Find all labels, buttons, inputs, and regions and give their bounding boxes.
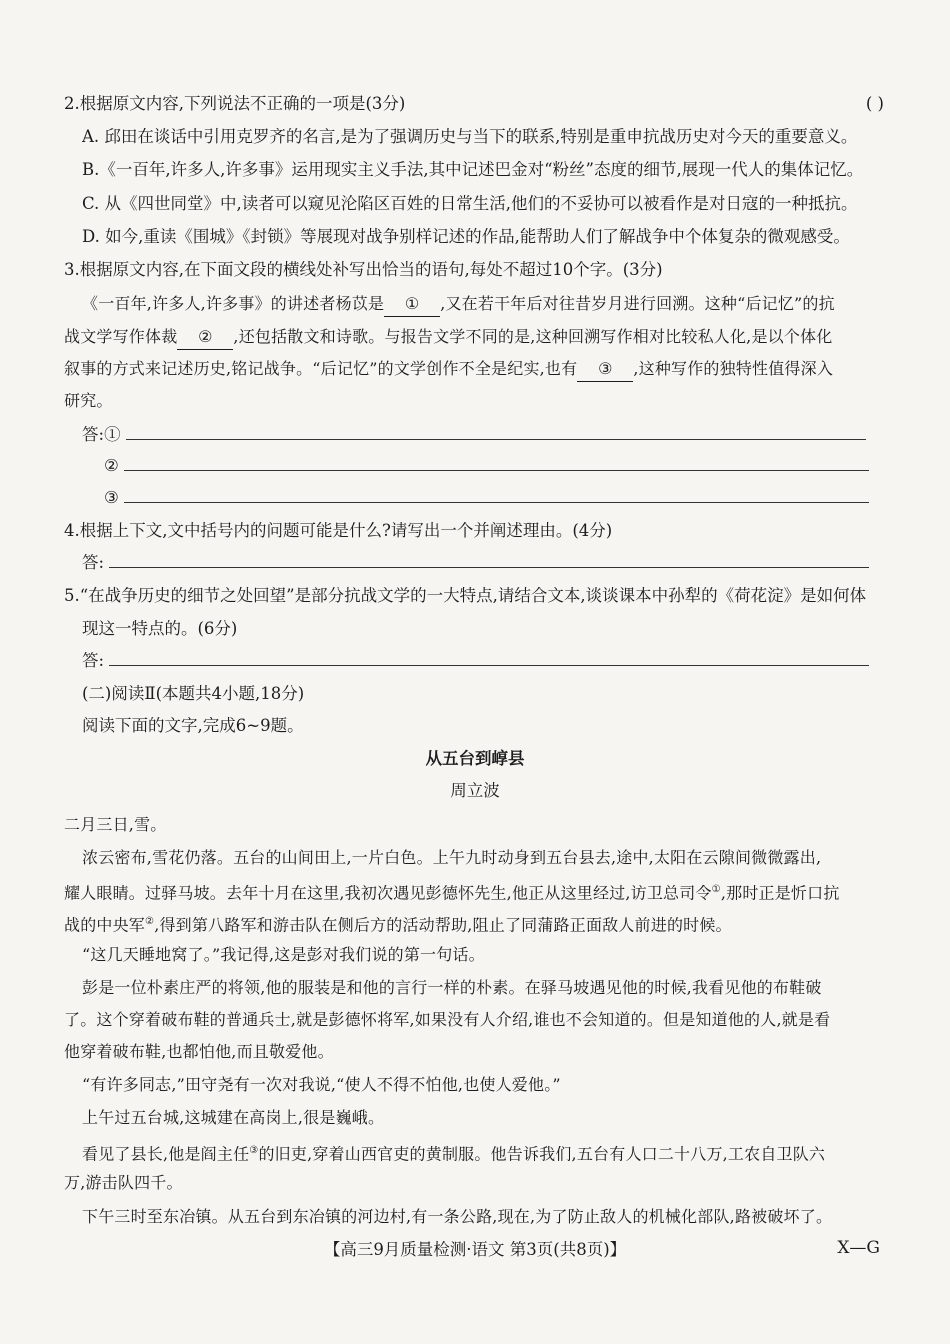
q2-stem: 2.根据原文内容,下列说法不正确的一项是(3分) ( )	[64, 92, 884, 116]
answer-line[interactable]	[109, 550, 869, 568]
q2-option-b: B.《一百年,许多人,许多事》运用现实主义手法,其中记述巴金对“粉丝”态度的细节,展现一代人的集体记忆。	[82, 160, 864, 179]
answer-paren: ( )	[865, 94, 884, 113]
q5-stem-line-2: 现这一特点的。(6分)	[82, 619, 238, 638]
article-p6-line-2: 万,游击队四千。	[64, 1173, 183, 1192]
article-p7: 下午三时至东冶镇。从五台到东冶镇的河边村,有一条公路,现在,为了防止敌人的机械化部队,路被破坏了。	[82, 1207, 833, 1226]
answer-line[interactable]	[124, 485, 869, 503]
q5-answer: 答:	[82, 648, 882, 673]
article-p2: “这几天睡地窝了。”我记得,这是彭对我们说的第一句话。	[82, 945, 485, 964]
q3-passage-line-2: 战文学写作体裁 ② ,还包括散文和诗歌。与报告文学不同的是,这种回溯写作相对比较私人化,是以个体化	[64, 325, 884, 350]
q3-answer-2: ②	[104, 453, 884, 478]
article-p1-line-2: 耀人眼睛。过驿马坡。去年十月在这里,我初次遇见彭德怀先生,他正从这里经过,访卫总司令①,那时正是忻口抗	[64, 883, 840, 903]
page-footer: 【高三9月质量检测·语文 第3页(共8页)】	[323, 1240, 627, 1259]
q4-answer: 答:	[82, 550, 882, 575]
q3-answer-1: 答:①	[82, 422, 882, 447]
section-instruction: 阅读下面的文字,完成6~9题。	[82, 716, 304, 735]
q2-option-c: C. 从《四世同堂》中,读者可以窥见沦陷区百姓的日常生活,他们的不妥协可以被看作是对日寇的一种抵抗。	[82, 194, 858, 213]
q3-passage-line-3: 叙事的方式来记述历史,铭记战争。“后记忆”的文学创作不全是纪实,也有 ③ ,这种写作的独特性值得深入	[64, 357, 884, 382]
fill-blank-2: ②	[177, 325, 233, 350]
article-p4: “有许多同志,”田守尧有一次对我说,“使人不得不怕他,也使人爱他。”	[82, 1075, 561, 1094]
answer-line[interactable]	[124, 453, 869, 471]
paper-code: X—G	[837, 1238, 880, 1258]
article-p3-line-3: 他穿着破布鞋,也都怕他,而且敬爱他。	[64, 1042, 334, 1061]
article-title: 从五台到崞县	[425, 749, 525, 768]
article-p5: 上午过五台城,这城建在高岗上,很是巍峨。	[82, 1108, 385, 1127]
answer-line[interactable]	[109, 648, 869, 666]
article-p3-line-2: 了。这个穿着破布鞋的普通兵士,就是彭德怀将军,如果没有人介绍,谁也不会知道的。但是知道他的人,就是看	[64, 1010, 831, 1029]
q2-option-d: D. 如今,重读《围城》《封锁》等展现对战争别样记述的作品,能帮助人们了解战争中个体复杂的微观感受。	[82, 227, 850, 246]
fill-blank-3: ③	[577, 357, 633, 382]
answer-line[interactable]	[126, 422, 866, 440]
q3-stem: 3.根据原文内容,在下面文段的横线处补写出恰当的语句,每处不超过10个字。(3分)	[64, 260, 663, 279]
q3-passage-line-1: 《一百年,许多人,许多事》的讲述者杨苡是 ① ,又在若干年后对往昔岁月进行回溯。这种“后记忆”的抗	[82, 292, 882, 317]
article-p3-line-1: 彭是一位朴素庄严的将领,他的服装是和他的言行一样的朴素。在驿马坡遇见他的时候,我看见他的布鞋破	[82, 978, 822, 997]
fill-blank-1: ①	[384, 292, 440, 317]
article-author: 周立波	[450, 781, 500, 800]
q3-answer-3: ③	[104, 485, 884, 510]
q5-stem-line-1: 5.“在战争历史的细节之处回望”是部分抗战文学的一大特点,请结合文本,谈谈课本中孙犁的《荷花淀》是如何体	[64, 586, 867, 605]
q3-passage-line-4: 研究。	[64, 391, 113, 410]
article-date: 二月三日,雪。	[64, 815, 167, 834]
section-heading: (二)阅读Ⅱ(本题共4小题,18分)	[82, 684, 305, 703]
q2-option-a: A. 邱田在谈话中引用克罗齐的名言,是为了强调历史与当下的联系,特别是重申抗战历史对今天的重要意义。	[82, 127, 858, 146]
article-p1-line-1: 浓云密布,雪花仍落。五台的山间田上,一片白色。上午九时动身到五台县去,途中,太阳在云隙间微微露出,	[82, 848, 822, 867]
q4-stem: 4.根据上下文,文中括号内的问题可能是什么?请写出一个并阐述理由。(4分)	[64, 521, 613, 540]
article-p6-line-1: 看见了县长,他是阎主任③的旧吏,穿着山西官吏的黄制服。他告诉我们,五台有人口二十八万,工农自卫队六	[82, 1144, 826, 1164]
article-p1-line-3: 战的中央军②,得到第八路军和游击队在侧后方的活动帮助,阻止了同蒲路正面敌人前进的时候。	[64, 915, 732, 935]
